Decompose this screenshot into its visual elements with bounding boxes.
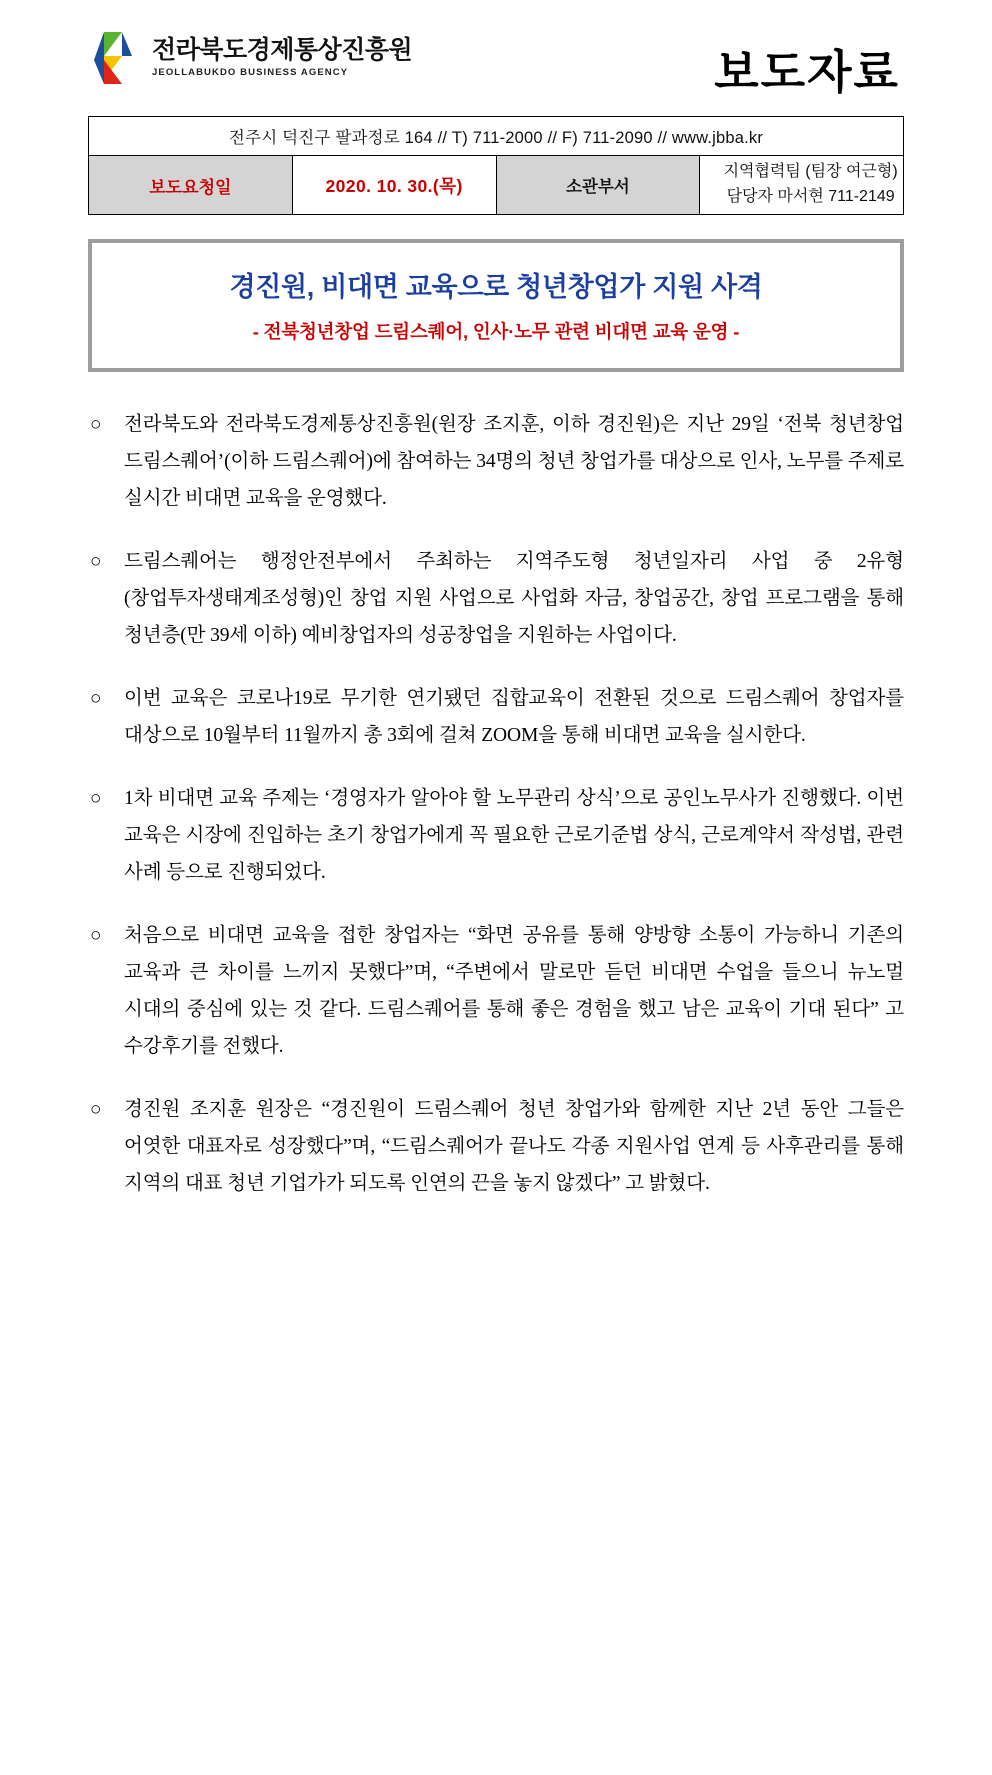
document-info-table — [88, 116, 904, 215]
bullet-icon: ○ — [90, 788, 102, 809]
paragraph-text: 1차 비대면 교육 주제는 ‘경영자가 알아야 할 노무관리 상식’으로 공인노무사가 진행했다. 이번 교육은 시장에 진입하는 초기 창업가에게 꼭 필요한 근로기준법 상식, 근로계약서 작성법, 관련 사례 등으로 진행되었다. — [124, 788, 904, 883]
address-line: 전주시 덕진구 팔과정로 164 // T) 711-2000 // F) 711-2090 // www.jbba.kr — [89, 117, 904, 156]
bullet-icon: ○ — [90, 1099, 102, 1120]
release-date-value: 2020. 10. 30.(목) — [292, 156, 496, 215]
bullet-icon: ○ — [90, 551, 102, 572]
paragraph-item — [88, 1091, 904, 1202]
organization-name-block — [152, 38, 412, 78]
paragraph-item — [88, 680, 904, 754]
paragraph-text: 드림스퀘어는 행정안전부에서 주최하는 지역주도형 청년일자리 사업 중 2유형(창업투자생태계조성형)인 창업 지원 사업으로 사업화 자금, 창업공간, 창업 프로그램을 통해 청년층(만 39세 이하) 예비창업자의 성공창업을 지원하는 사업이다. — [124, 551, 904, 646]
department-value — [700, 156, 904, 215]
paragraph-item — [88, 543, 904, 654]
release-date-label: 보도요청일 — [89, 156, 293, 215]
headline-sub: - 전북청년창업 드림스퀘어, 인사·노무 관련 비대면 교육 운영 - — [252, 321, 740, 342]
organization-name-kr: 전라북도경제통상진흥원 — [152, 36, 413, 65]
bullet-icon: ○ — [90, 688, 102, 709]
department-team-line: 지역협력팀 (팀장 여근형) — [723, 163, 898, 181]
organization-name-en: JEOLLABUKDO BUSINESS AGENCY — [152, 67, 349, 79]
bullet-icon: ○ — [90, 414, 102, 435]
paragraph-item — [88, 917, 904, 1065]
document-type-title: 보도자료 — [714, 46, 900, 98]
bullet-icon: ○ — [90, 925, 102, 946]
meta-row — [89, 156, 904, 215]
paragraph-text: 전라북도와 전라북도경제통상진흥원(원장 조지훈, 이하 경진원)은 지난 29일 ‘전북 청년창업 드림스퀘어’(이하 드림스퀘어)에 참여하는 34명의 청년 창업가를 대상으로 인사, 노무를 주제로 실시간 비대면 교육을 운영했다. — [124, 414, 904, 509]
jbba-logo-icon — [94, 30, 140, 86]
paragraph-text: 처음으로 비대면 교육을 접한 창업자는 “화면 공유를 통해 양방향 소통이 가능하니 기존의 교육과 큰 차이를 느끼지 못했다”며, “주변에서 말로만 듣던 비대면 수업을 들으니 뉴노멀 시대의 중심에 있는 것 같다. 드림스퀘어를 통해 좋은 경험을 했고 남은 교육이 기대 된다” 고 수강후기를 전했다. — [124, 925, 904, 1057]
document-header — [88, 22, 904, 116]
paragraph-item — [88, 406, 904, 517]
paragraph-text: 경진원 조지훈 원장은 “경진원이 드림스퀘어 청년 창업가와 함께한 지난 2년 동안 그들은 어엿한 대표자로 성장했다”며, “드림스퀘어가 끝나도 각종 지원사업 연계 등 사후관리를 통해 지역의 대표 청년 기업가가 되도록 인연의 끈을 놓지 않겠다” 고 밝혔다. — [124, 1099, 904, 1194]
paragraph-text: 이번 교육은 코로나19로 무기한 연기됐던 집합교육이 전환된 것으로 드림스퀘어 창업자를 대상으로 10월부터 11월까지 총 3회에 걸쳐 ZOOM을 통해 비대면 교육을 실시한다. — [124, 688, 904, 746]
article-body — [88, 406, 904, 1202]
organization-branding — [88, 30, 412, 86]
headline-main: 경진원, 비대면 교육으로 청년창업가 지원 사격 — [229, 272, 763, 302]
headline-box — [88, 239, 904, 372]
department-label: 소관부서 — [496, 156, 700, 215]
paragraph-item — [88, 780, 904, 891]
department-contact-line: 담당자 마서현 711-2149 — [726, 188, 895, 205]
address-row — [89, 117, 904, 156]
